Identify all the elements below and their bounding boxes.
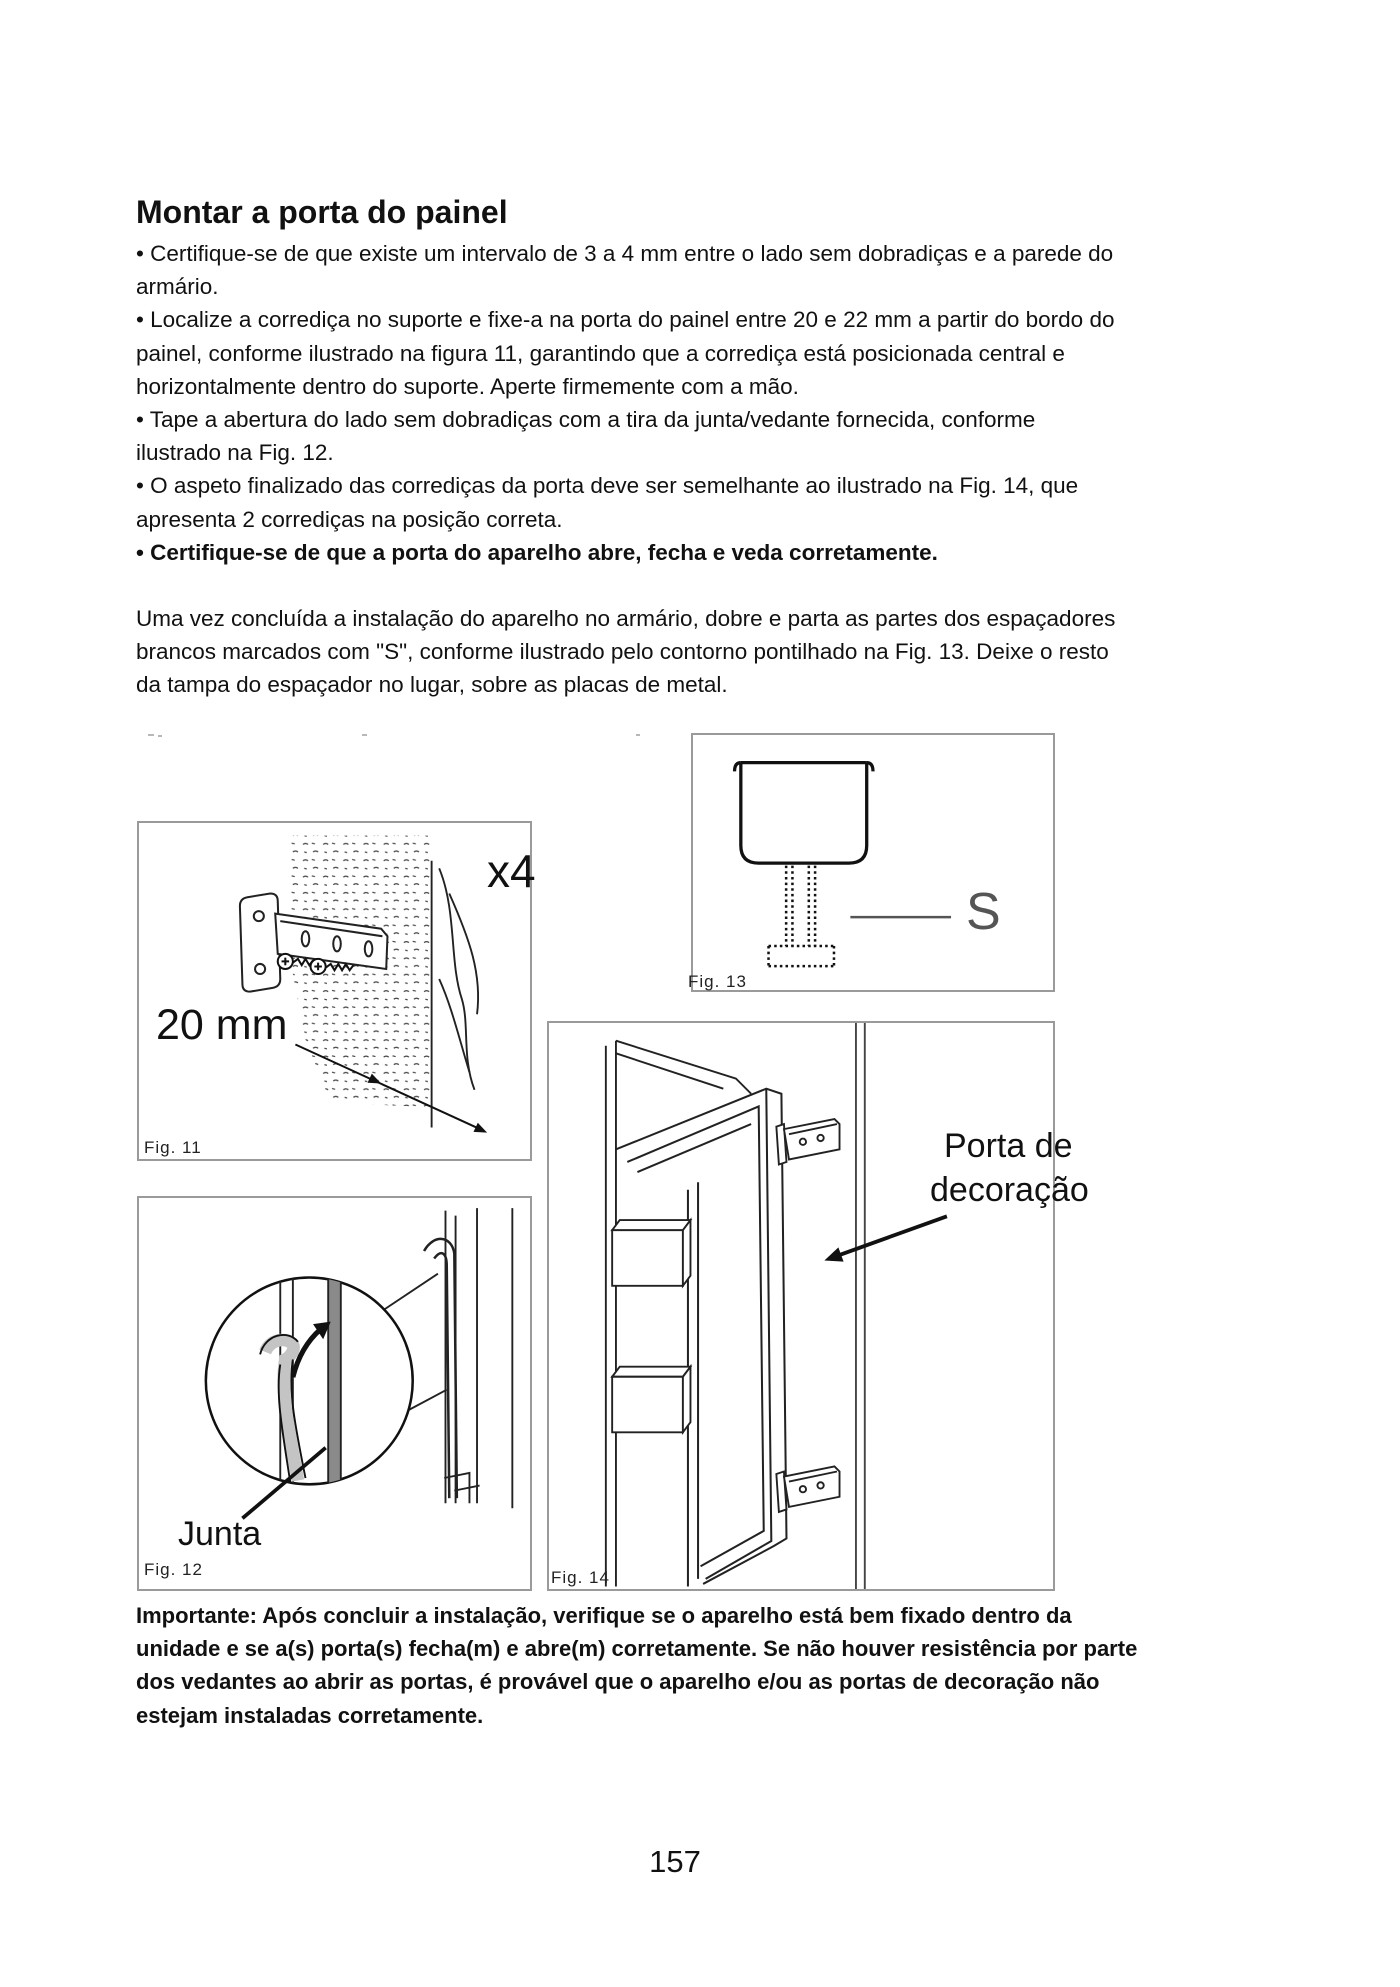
rail-hole	[817, 1135, 823, 1141]
section-title: Montar a porta do painel	[136, 194, 508, 230]
slider-rail-slot	[333, 936, 341, 951]
decor-door-label-line-2: decoração	[930, 1171, 1089, 1209]
scan-mark	[362, 734, 367, 736]
important-line: estejam instaladas corretamente.	[136, 1702, 484, 1728]
paragraph-line: brancos marcados com "S", conforme ilustrado pelo contorno pontilhado na Fig. 13. Deixe o resto	[136, 639, 1109, 665]
spacer-cap	[735, 763, 873, 863]
bullet-seal-line: • Tape a abertura do lado sem dobradiças com a tira da junta/vedante fornecida, conforme	[136, 406, 1036, 432]
bullet-slider-line: horizontalmente dentro do suporte. Aperte firmemente com a mão.	[136, 373, 799, 399]
bin-top	[612, 1367, 690, 1377]
decor-door-label-line-1: Porta de	[944, 1127, 1073, 1165]
magnifier-circle	[206, 1277, 413, 1484]
figure-12-caption: Fig. 12	[144, 1560, 203, 1579]
scan-mark	[636, 734, 640, 736]
bullet-check-door: • Certifique-se de que a porta do aparelho abre, fecha e veda corretamente.	[136, 539, 938, 565]
rail-hole	[800, 1139, 806, 1145]
scan-mark	[148, 734, 154, 736]
wall-texture	[288, 836, 432, 1108]
figure-14	[547, 1021, 1055, 1591]
bin-front	[612, 1377, 683, 1433]
door-bin	[612, 1220, 690, 1286]
bullet-finish-line: • O aspeto finalizado das corrediças da porta deve ser semelhante ao ilustrado na Fig. 14, que	[136, 473, 1079, 499]
figure-13	[691, 733, 1055, 992]
decor-door-arrow	[824, 1216, 947, 1261]
rail-hole	[817, 1482, 823, 1488]
bracket-hole	[255, 964, 265, 974]
arrowhead	[473, 1123, 487, 1133]
spacer-paragraph	[136, 602, 1115, 702]
frame-shading	[328, 1248, 341, 1525]
figure-11	[137, 821, 532, 1161]
appliance-door	[616, 1089, 787, 1587]
figure-14-caption: Fig. 14	[551, 1568, 610, 1587]
door-slide-rail	[776, 1119, 839, 1164]
door-bin	[612, 1367, 690, 1433]
important-line: Importante: Após concluir a instalação, verifique se o aparelho está bem fixado dentro da	[136, 1603, 1072, 1628]
important-note	[136, 1599, 1137, 1732]
wall-edge	[432, 861, 479, 1128]
scan-mark	[158, 735, 162, 737]
important-line: dos vedantes ao abrir as portas, é provável que o aparelho e/ou as portas de decoração não	[136, 1669, 1100, 1695]
bracket	[240, 893, 280, 991]
cabinet-ceiling	[616, 1041, 751, 1094]
bullet-slider-line: • Localize a corrediça no suporte e fixe-a na porta do painel entre 20 e 22 mm a partir do bordo do	[136, 307, 1115, 333]
instruction-list	[136, 237, 1114, 569]
bracket-plate	[240, 893, 280, 991]
connector-line	[385, 1274, 438, 1309]
figure-14-drawing	[549, 1023, 1053, 1589]
bin-front	[612, 1230, 683, 1286]
bracket-hole	[254, 911, 264, 921]
bullet-gap-line: • Certifique-se de que existe um intervalo de 3 a 4 mm entre o lado sem dobradiças e a parede do	[136, 241, 1114, 266]
seal-strip	[424, 1239, 457, 1498]
cabinet-wall	[606, 1041, 751, 1587]
arrow-shaft	[838, 1216, 947, 1255]
important-line: unidade e se a(s) porta(s) fecha(m) e abre(m) corretamente. Se não houver resistência por parte	[136, 1636, 1138, 1662]
bin-side	[683, 1367, 691, 1433]
spacer-base	[769, 946, 834, 966]
bin-top	[612, 1220, 690, 1230]
page-number: 157	[649, 1844, 701, 1879]
door-gasket	[627, 1106, 763, 1566]
bullet-slider-line: painel, conforme ilustrado na figura 11, garantindo que a corrediça está posicionada central e	[136, 340, 1065, 366]
connector-line	[409, 1390, 447, 1410]
figure-13-caption: Fig. 13	[688, 972, 747, 991]
spacer-stem	[786, 866, 815, 946]
breakable-spacer-dotted	[769, 866, 834, 966]
paragraph-line: da tampa do espaçador no lugar, sobre as placas de metal.	[136, 672, 728, 698]
spacer-cap-body	[741, 763, 867, 863]
gasket-label: Junta	[178, 1515, 262, 1553]
figure-13-drawing	[693, 735, 1053, 990]
seal-strip	[434, 1253, 449, 1498]
slider-rail-slot	[302, 931, 310, 946]
bullet-finish-line: apresenta 2 corrediças na posição correta.	[136, 506, 563, 532]
wall-edge-curve	[439, 868, 474, 1089]
figure-11-caption: Fig. 11	[144, 1138, 202, 1157]
bullet-gap-line: armário.	[136, 274, 219, 300]
figure-11-drawing	[139, 823, 530, 1159]
arrowhead	[824, 1247, 843, 1261]
quantity-label: x4	[487, 845, 536, 897]
door-gasket	[637, 1124, 751, 1172]
paragraph-line: Uma vez concluída a instalação do aparelho no armário, dobre e parta as partes dos espaçadores	[136, 606, 1116, 631]
spacer-part-label: S	[966, 883, 1001, 941]
dimension-label: 20 mm	[156, 1001, 288, 1049]
bin-side	[683, 1220, 691, 1286]
slider-rail-slot	[365, 941, 373, 956]
decor-panel-side	[856, 1023, 865, 1589]
bullet-seal-line: ilustrado na Fig. 12.	[136, 440, 334, 466]
rail-hole	[800, 1486, 806, 1492]
